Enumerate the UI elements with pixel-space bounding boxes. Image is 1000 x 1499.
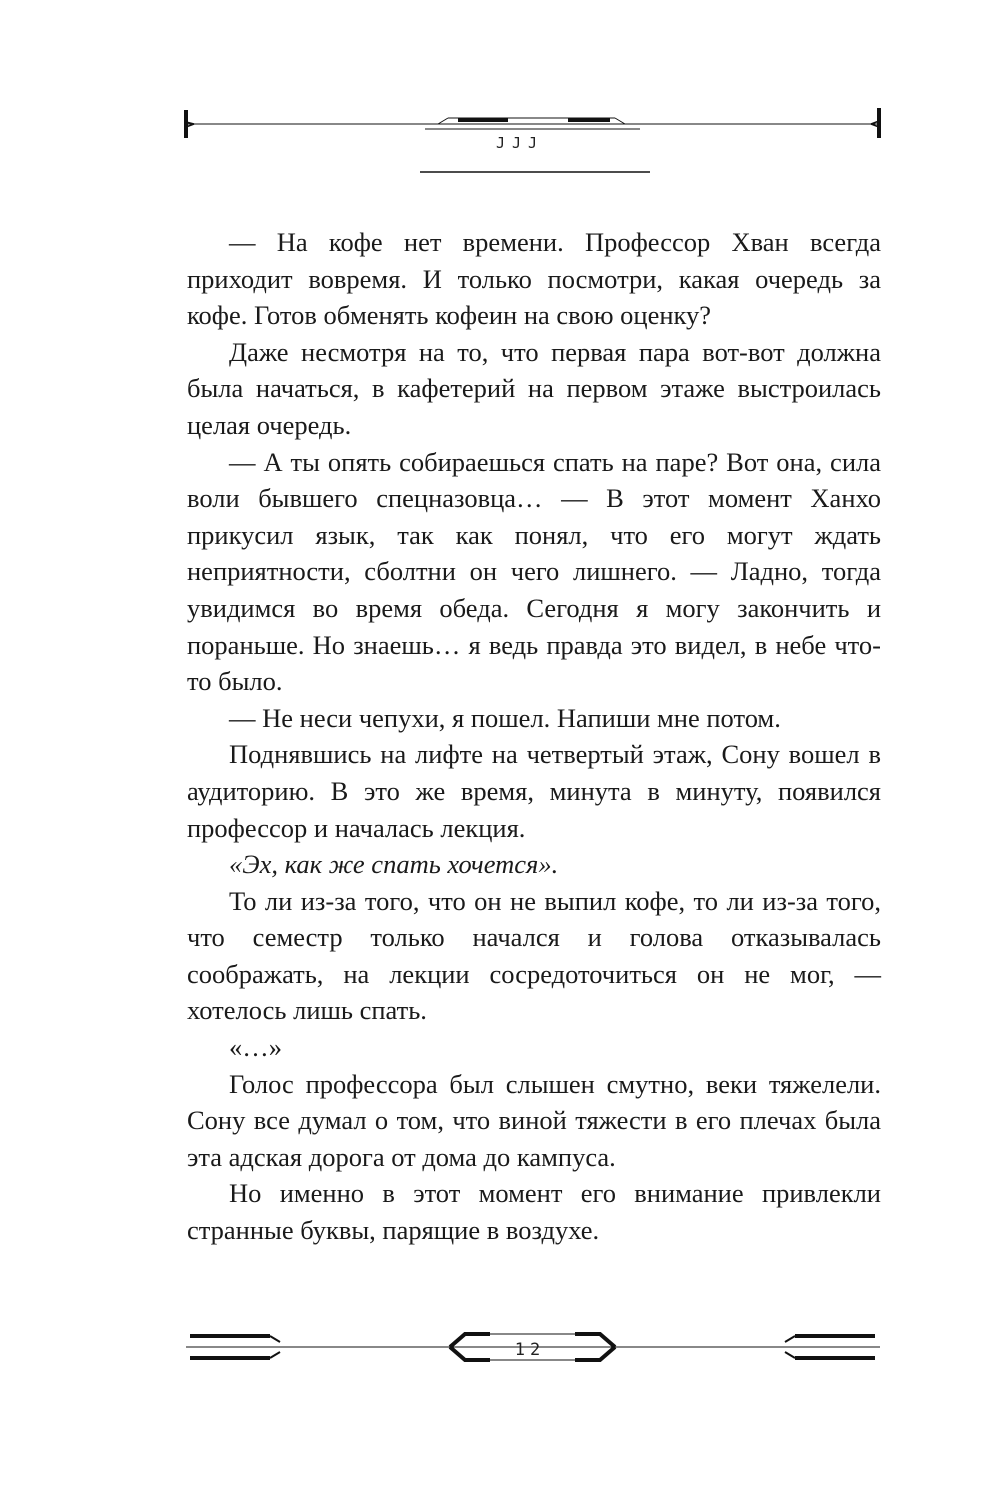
paragraph-8-ellipsis: «…» <box>229 1032 282 1063</box>
paragraph-9: Голос профессора был слышен смутно, веки тяжелели. Сону все думал о том, что виной тяжести в его плечах была эта адская дорога от дома до кампуса. <box>187 1068 881 1172</box>
paragraph-5: Поднявшись на лифте на четвертый этаж, Сону вошел в аудиторию. В это же время, минута в минуту, появился профессор и началась лекция. <box>187 739 881 843</box>
paragraph-3: — А ты опять собираешься спать на паре? Вот она, сила воли бывшего спецназовца… — В этот момент Ханхо прикусил язык, так как понял, что его могут ждать неприятности, сболтни он чего лишнего. — Ладно, тогда увидимся во время обеда. Сегодня я могу закончить и пораньше. Но знаешь… я ведь правда это видел, в небе что-то было. <box>187 446 881 697</box>
paragraph-6-thought: «Эх, как же спать хочется». <box>229 849 559 880</box>
paragraph-2: Даже несмотря на то, что первая пара вот-вот должна была начаться, в кафетерий на первом этаже выстроилась целая очередь. <box>187 336 881 440</box>
paragraph-4: — Не неси чепухи, я пошел. Напиши мне потом. <box>229 702 781 733</box>
running-header-label: JJJ <box>495 134 545 152</box>
body-text <box>187 224 881 1249</box>
paragraph-1: — На кофе нет времени. Профессор Хван всегда приходит вовремя. И только посмотри, какая очередь за кофе. Готов обменять кофеин на свою оценку? <box>187 227 881 331</box>
paragraph-10: Но именно в этот момент его внимание привлекли странные буквы, парящие в воздухе. <box>187 1178 881 1246</box>
page-number: 12 <box>514 1340 546 1360</box>
paragraph-7: То ли из-за того, что он не выпил кофе, то ли из-за того, что семестр только начался и голова отказывалась соображать, на лекции сосредоточиться он не мог, — хотелось лишь спать. <box>187 885 881 1026</box>
